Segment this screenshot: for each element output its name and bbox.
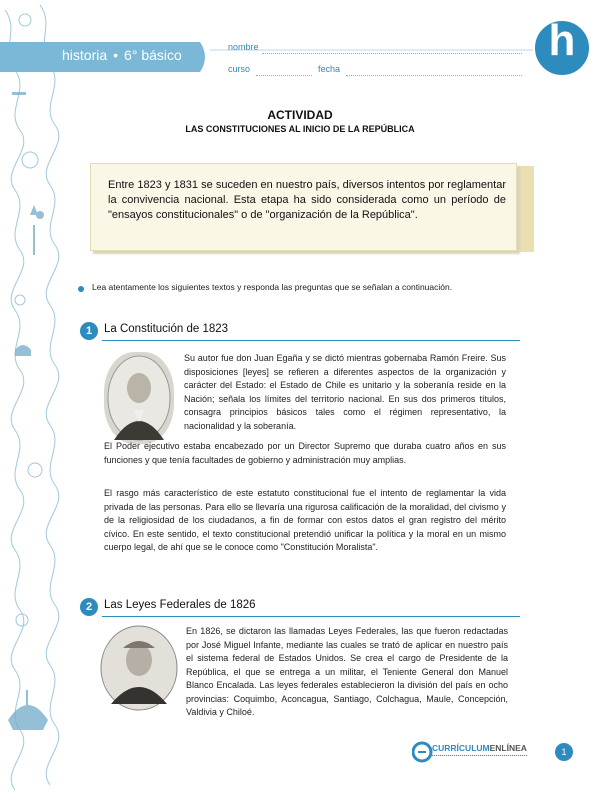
grade-label: 6° básico [124,47,182,63]
date-label: fecha [318,64,341,74]
course-label: curso [228,64,251,74]
section-number-2: 2 [80,598,98,616]
activity-title: ACTIVIDAD [267,108,333,122]
section-2-paragraph-1: En 1826, se dictaron las llamadas Leyes Federales, las que fueron redactadas por José Miguel Infante, mediante las cuales se trató de aplicar en nuestro país el sistema federal de Estados Unidos. Se crea el cargo de Presidente de la República, el que se entrega a un militar, el Teniente General don Manuel Blanco Encalada. Las leyes federales establecieron la división del país en ocho provincias: Coquimbo, Aconcagua, Santiago, Colchagua, Maule, Concepción, Valdivia y Chiloé. [186,626,508,717]
bullet-icon [78,286,84,292]
footer-brand-suffix: ENLÍNEA [489,743,527,753]
intro-text: Entre 1823 y 1831 se suceden en nuestro país, diversos intentos por reglamentar la convivencia nacional. Esta etapa ha sido considerada como un período de "ensayos constitucionales" o de "organización de la República". [108,179,506,221]
portrait-jose-miguel-infante-image [99,624,179,712]
footer-brand [432,743,527,753]
footer-tagline-line [432,755,527,756]
instruction-text: Lea atentamente los siguientes textos y responda las preguntas que se señalan a continuación. [92,282,453,292]
course-field[interactable] [256,74,312,76]
section-1-paragraph-1: Su autor fue don Juan Egaña y se dictó mientras gobernaba Ramón Freire. Sus disposiciones [leyes] se refieren a diferentes aspectos de la organización y carácter del Estado: el Estado de Chile es unitario y la soberanía reside en la Nación; señala los límites del territorio nacional. En sus dos primeros títulos, consagra principios básicos tales como el régimen representativo, la nacionalidad y la soberanía. [184,353,506,431]
logo-letter: h [548,16,576,65]
separator: • [113,47,119,63]
section-header-2 [80,596,520,618]
section-number-1: 1 [80,322,98,340]
subject-label: historia [62,47,108,63]
section-divider [102,340,520,341]
subject-grade-label [62,47,182,63]
footer-brand-prefix: CURRÍCULUM [432,743,490,753]
page-number: 1 [555,743,573,761]
section-1-paragraph-3: El rasgo más característico de este estatuto constitucional fue el intento de reglamentar la vida privada de las personas. Para ello se llevaría una rigurosa calificación de la moralidad, del civismo y de la religiosidad de los ciudadanos, a fin de formar con estos datos el gran registro del mérito cívico. En este sentido, el texto constitucional pretendió unificar la política y la moral en un mismo cuerpo legal, de ahí que se le conoce como "Constitución Moralista". [104,488,506,552]
section-title-1: La Constitución de 1823 [104,323,229,335]
intro-box-tab [518,166,534,252]
section-title-2: Las Leyes Federales de 1826 [104,599,256,611]
section-divider [102,616,520,617]
section-1-paragraph-2: El Poder ejecutivo estaba encabezado por un Director Supremo que duraba cuatro años en sus funciones y que tenía facultades de gobierno y administración muy amplias. [104,441,506,465]
activity-subtitle: LAS CONSTITUCIONES AL INICIO DE LA REPÚBLICA [185,124,415,134]
name-label: nombre [228,42,259,52]
date-field[interactable] [346,74,522,76]
portrait-juan-egana-image [104,352,174,444]
section-header-1 [80,320,520,342]
name-field[interactable] [262,52,522,54]
